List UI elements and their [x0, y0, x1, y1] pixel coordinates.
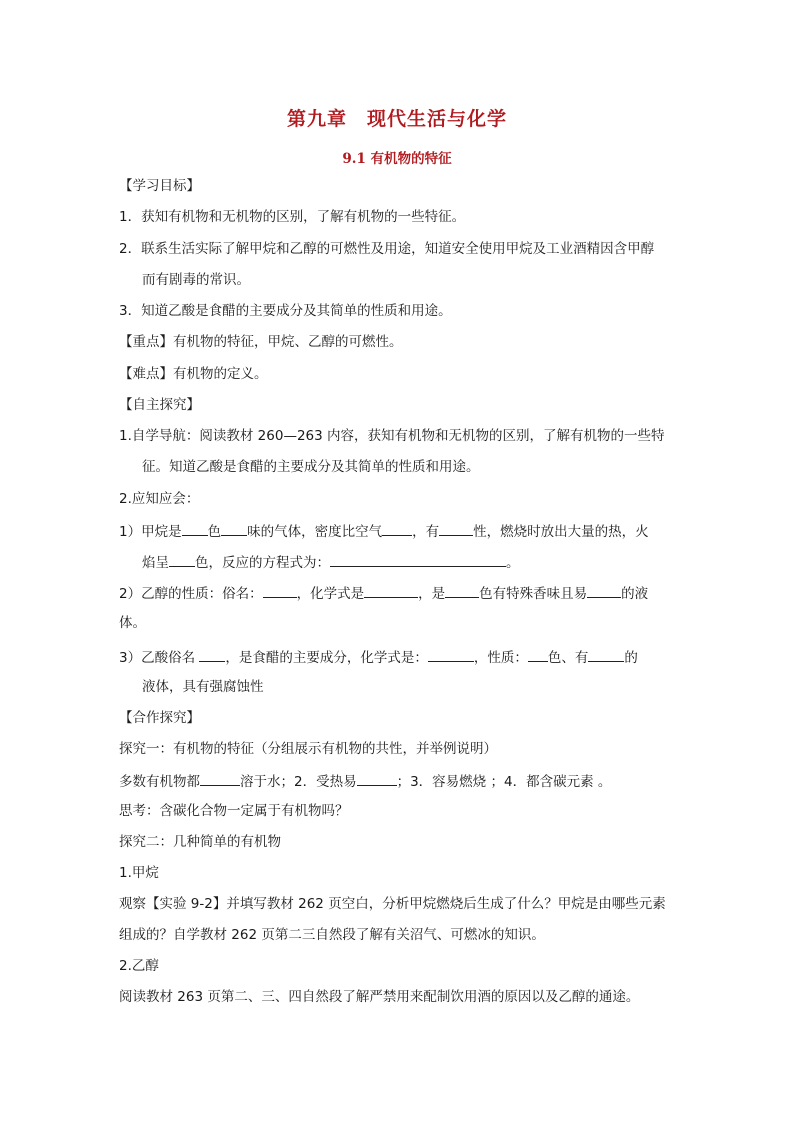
- q2-text: 的液: [621, 586, 649, 602]
- chapter-title: 第九章 现代生活与化学: [286, 108, 507, 130]
- blank-field[interactable]: [382, 521, 412, 536]
- blank-field[interactable]: [200, 771, 240, 786]
- q1-text: 色: [207, 524, 222, 540]
- blank-field[interactable]: [199, 647, 225, 662]
- question-2-cont: 体。: [119, 615, 146, 631]
- q3-text: ，性质：: [473, 650, 528, 666]
- blank-field[interactable]: [588, 647, 624, 662]
- blank-field[interactable]: [528, 647, 548, 662]
- objective-1: 1．获知有机物和无机物的区别，了解有机物的一些特征。: [119, 209, 466, 225]
- prop-text: 多数有机物都: [119, 774, 200, 790]
- q3-text: 3）乙酸俗名: [119, 650, 200, 666]
- blank-field[interactable]: [263, 583, 297, 598]
- methane-text-cont: 组成的？自学教材 262 页第二三自然段了解有关沼气、可燃冰的知识。: [119, 927, 545, 943]
- blank-field[interactable]: [428, 647, 474, 662]
- section-title: 9.1 有机物的特征: [342, 151, 452, 167]
- prop-text: ；3．容易燃烧 ；4．都含碳元素 。: [396, 774, 612, 790]
- methane-heading: 1.甲烷: [119, 865, 159, 881]
- objective-2: 2．联系生活实际了解甲烷和乙醇的可燃性及用途，知道安全使用甲烷及工业酒精因含甲醇: [119, 241, 655, 257]
- self-study-nav: 1.自学导航：阅读教材 260—263 内容，获知有机物和无机物的区别，了解有机物的一些特: [119, 428, 665, 444]
- q3-text: 的: [624, 650, 638, 666]
- must-know-heading: 2.应知应会：: [119, 491, 200, 507]
- ethanol-heading: 2.乙醇: [119, 958, 159, 974]
- q3-text: ，是食醋的主要成分，化学式是：: [225, 650, 428, 666]
- q1-text: 色，反应的方程式为：: [195, 555, 330, 571]
- blank-field[interactable]: [357, 771, 397, 786]
- blank-field[interactable]: [445, 583, 479, 598]
- objectives-heading: 【学习目标】: [119, 178, 200, 194]
- q1-text: 。: [506, 555, 520, 571]
- q1-text: ，有: [412, 524, 440, 540]
- objective-2-cont: 而有剧毒的常识。: [142, 272, 250, 288]
- blank-field[interactable]: [182, 521, 208, 536]
- organic-properties: [119, 771, 611, 791]
- q1-text: 1）甲烷是: [119, 524, 182, 540]
- objective-3: 3．知道乙酸是食醋的主要成分及其简单的性质和用途。: [119, 303, 452, 319]
- question-3: [119, 647, 638, 667]
- q2-text: 2）乙醇的性质：俗名：: [119, 586, 263, 602]
- q1-text: 焰呈: [142, 555, 169, 571]
- blank-field[interactable]: [169, 552, 195, 567]
- blank-field[interactable]: [439, 521, 473, 536]
- q2-text: ，化学式是: [296, 586, 365, 602]
- prop-text: 溶于水；2．受热易: [240, 774, 357, 790]
- question-1-cont: [142, 552, 520, 572]
- think-question: 思考：含碳化合物一定属于有机物吗？: [119, 803, 349, 819]
- key-point: 【重点】有机物的特征，甲烷、乙醇的可燃性。: [119, 334, 403, 350]
- blank-field[interactable]: [221, 521, 247, 536]
- self-explore-heading: 【自主探究】: [119, 397, 200, 413]
- blank-field[interactable]: [587, 583, 621, 598]
- question-2: [119, 583, 648, 603]
- q1-text: 性，燃烧时放出大量的热，火: [473, 524, 649, 540]
- q2-text: 色有特殊香味且易: [479, 586, 588, 602]
- question-1: [119, 521, 649, 541]
- inquiry-1: 探究一：有机物的特征（分组展示有机物的共性，并举例说明）: [119, 741, 497, 757]
- inquiry-2: 探究二：几种简单的有机物: [119, 834, 281, 850]
- ethanol-text: 阅读教材 263 页第二、三、四自然段了解严禁用来配制饮用酒的原因以及乙醇的通途。: [119, 989, 640, 1005]
- blank-field[interactable]: [364, 583, 418, 598]
- question-3-cont: 液体，具有强腐蚀性: [142, 679, 264, 695]
- q3-text: 色、有: [547, 650, 589, 666]
- difficulty: 【难点】有机物的定义。: [119, 366, 268, 382]
- q1-text: 味的气体，密度比空气: [247, 524, 383, 540]
- cooperation-heading: 【合作探究】: [119, 710, 200, 726]
- q2-text: ，是: [418, 586, 446, 602]
- self-study-nav-cont: 征。知道乙酸是食醋的主要成分及其简单的性质和用途。: [142, 459, 480, 475]
- blank-field[interactable]: [330, 552, 506, 567]
- methane-text: 观察【实验 9-2】并填写教材 262 页空白，分析甲烷燃烧后生成了什么？甲烷是由哪些元素: [119, 896, 666, 912]
